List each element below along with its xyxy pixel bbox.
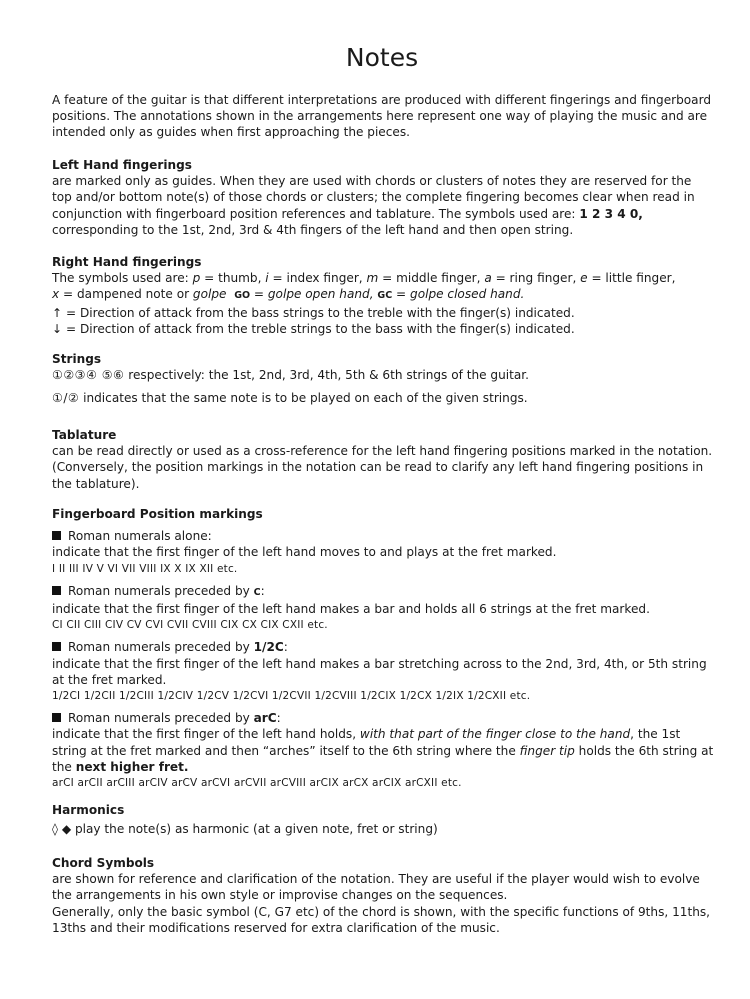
harmonics-text: play the note(s) as harmonic (at a given note, fret or string) <box>71 822 438 837</box>
rh-symbol-i: i <box>265 271 269 286</box>
rh-symbol-e: e <box>580 271 588 286</box>
arc-text-italic: with that part of the finger close to the hand <box>359 727 631 742</box>
rh-symbol-m: m <box>366 271 379 286</box>
fingerboard-item-desc: indicate that the first finger of the left hand makes a bar and holds all 6 strings at the fret marked. <box>52 602 650 617</box>
rh-symbol-x: x <box>52 287 60 302</box>
strings-text: indicates that the same note is to be played on each of the given strings. <box>79 391 528 406</box>
fingerboard-item-desc <box>52 726 714 775</box>
rh-text: = ring finger, <box>491 271 581 286</box>
item-label-colon: : <box>260 583 265 598</box>
item-label: Roman numerals preceded by <box>68 711 254 726</box>
fingerboard-item <box>52 639 714 704</box>
square-bullet-icon <box>52 713 61 722</box>
rh-golpe: golpe <box>192 287 227 302</box>
square-bullet-icon <box>52 531 61 540</box>
rh-text: The symbols used are: <box>52 271 193 286</box>
item-label-colon: : <box>283 640 288 655</box>
arc-text-italic: finger tip <box>519 743 575 758</box>
left-hand-symbols: 1 2 3 4 0, <box>579 206 643 221</box>
chord-symbols-text-1: are shown for reference and clarification of the notation. They are useful if the player would wish to evolve the arrangements in his own style or improvise changes on the sequences. <box>52 872 700 903</box>
tablature-heading: Tablature <box>52 428 117 442</box>
strings-text: respectively: the 1st, 2nd, 3rd, 4th, 5th & 6th strings of the guitar. <box>124 368 529 383</box>
tablature-section <box>52 427 714 492</box>
harmonic-diamond-icon: ◊ ◆ <box>52 822 72 837</box>
tablature-text: can be read directly or used as a cross-reference for the left hand fingering positions marked in the notation. (Conversely, the position markings in the notation can be read to clarify any left hand fingering positions in the tablature). <box>52 444 713 491</box>
right-hand-section <box>52 254 714 337</box>
square-bullet-icon <box>52 586 61 595</box>
rh-text: = golpe closed hand. <box>392 287 525 302</box>
item-label-symbol: C <box>253 586 261 598</box>
string-pair-icon: ①/② <box>52 391 80 406</box>
arc-text-bold: next higher fret. <box>75 759 189 774</box>
fingerboard-item-desc: indicate that the first finger of the left hand moves to and plays at the fret marked. <box>52 545 557 560</box>
rh-text: = little finger, <box>587 271 676 286</box>
fingerboard-item-arc <box>52 710 714 791</box>
left-hand-text <box>52 173 714 238</box>
fingerboard-item-label <box>52 710 714 726</box>
rh-symbol-go: GO <box>234 290 251 302</box>
intro-text: A feature of the guitar is that different interpretations are produced with different fingerings and fingerboard positions. The annotations shown in the arrangements here represent one way of playing the music and are intended only as guides when first approaching the pieces. <box>52 93 712 140</box>
fingerboard-item-examples: I II III IV V VI VII VIII IX X IX XII etc. <box>52 562 238 575</box>
strings-line-1 <box>52 367 714 383</box>
down-arrow-line: ↓ = Direction of attack from the treble strings to the bass with the finger(s) indicated. <box>52 321 575 336</box>
arc-text: holds the 6th string at the <box>52 743 714 774</box>
fingerboard-item-examples: arCI arCII arCIII arCIV arCV arCVI arCVII arCVIII arCIX arCX arCIX arCXII etc. <box>52 777 462 790</box>
up-arrow-line: ↑ = Direction of attack from the bass strings to the treble with the finger(s) indicated. <box>52 305 575 320</box>
page-title: Notes <box>345 43 419 72</box>
square-bullet-icon <box>52 642 61 651</box>
rh-symbol-gc: GC <box>377 290 393 302</box>
rh-symbol-a: a <box>484 271 492 286</box>
chord-symbols-heading: Chord Symbols <box>52 856 155 870</box>
item-label-colon: : <box>276 711 281 726</box>
harmonics-section <box>52 802 714 837</box>
fingerboard-item-desc: indicate that the first finger of the left hand makes a bar stretching across to the 2nd, 3rd, 4th, or 5th string at the fret marked. <box>52 656 707 687</box>
rh-text: = thumb, <box>200 271 266 286</box>
left-hand-heading: Left Hand fingerings <box>52 158 192 172</box>
item-label: Roman numerals preceded by <box>68 640 254 655</box>
arc-text: , the 1st string at the fret marked and then “arches” itself to the 6th string where the <box>52 727 681 758</box>
item-label: Roman numerals alone: <box>68 529 212 544</box>
fingerboard-item-examples: 1/2CI 1/2CII 1/2CIII 1/2CIV 1/2CV 1/2CVI 1/2CVII 1/2CVIII 1/2CIX 1/2CX 1/2IX 1/2CXII etc. <box>52 690 531 703</box>
fingerboard-item-label <box>52 583 714 601</box>
chord-symbols-text-2: Generally, only the basic symbol (C, G7 etc) of the chord is shown, with the specific functions of 9ths, 11ths, 13ths and their modifications reserved for extra clarification of the music. <box>52 904 711 935</box>
right-hand-line-2 <box>52 286 714 304</box>
right-hand-line-1 <box>52 270 714 286</box>
fingerboard-heading: Fingerboard Position markings <box>52 507 263 521</box>
string-circles-icon: ①②③④ ⑤⑥ <box>52 368 125 383</box>
rh-symbol-p: p <box>192 271 201 286</box>
strings-line-2 <box>52 390 714 406</box>
intro-section <box>52 92 714 141</box>
left-hand-body: are marked only as guides. When they are used with chords or clusters of notes they are reserved for the top and/or bottom note(s) of those chords or clusters; the complete fingering becomes clear when read in conjunction with fingerboard position references and tablature. The symbols used are: <box>52 174 695 221</box>
left-hand-body-2: corresponding to the 1st, 2nd, 3rd & 4th fingers of the left hand and then open string. <box>52 222 574 237</box>
fingerboard-item <box>52 528 714 577</box>
strings-section <box>52 351 714 407</box>
right-hand-heading: Right Hand fingerings <box>52 255 202 269</box>
rh-text: = middle finger, <box>378 271 485 286</box>
harmonics-heading: Harmonics <box>52 803 125 817</box>
fingerboard-section <box>52 506 714 791</box>
arc-text: indicate that the first finger of the left hand holds, <box>52 727 360 742</box>
item-label: Roman numerals preceded by <box>68 583 254 598</box>
left-hand-section <box>52 157 714 238</box>
fingerboard-item-examples: CI CII CIII CIV CV CVI CVII CVIII CIX CX CIX CXII etc. <box>52 619 328 632</box>
harmonics-line <box>52 821 714 837</box>
fingerboard-item-label <box>52 528 714 544</box>
strings-heading: Strings <box>52 352 102 366</box>
item-label-symbol: arC <box>253 711 277 726</box>
rh-text: = index finger, <box>268 271 367 286</box>
fingerboard-item-label <box>52 639 714 655</box>
item-label-symbol: 1/2C <box>253 640 284 655</box>
rh-text: = dampened note or <box>59 287 193 302</box>
chord-symbols-section <box>52 855 714 936</box>
fingerboard-item <box>52 583 714 634</box>
rh-text: = golpe open hand, <box>250 287 378 302</box>
